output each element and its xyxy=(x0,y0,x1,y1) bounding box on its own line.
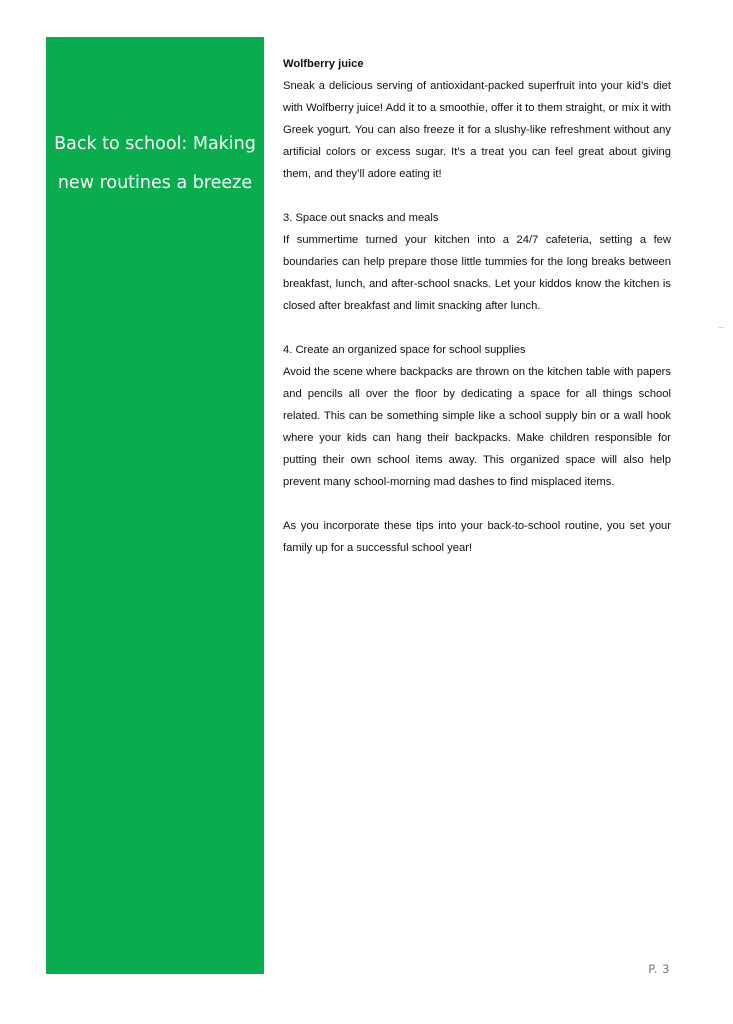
sidebar-panel xyxy=(46,37,264,974)
section-paragraph-snacks: If summertime turned your kitchen into a 24/7 cafeteria, setting a few boundaries can help prepare those little tummies for the long breaks between breakfast, lunch, and after-school snacks. Let your kiddos know the kitchen is closed after breakfast and limit snacking after lunch. xyxy=(283,234,671,312)
page-title xyxy=(46,125,264,203)
page-title-line-1: Back to school: Making xyxy=(54,134,256,154)
section-paragraph-supplies: Avoid the scene where backpacks are thrown on the kitchen table with papers and pencils all over the floor by dedicating a space for all things school related. This can be something simple like a school supply bin or a wall hook where your kids can hang their backpacks. Make children responsible for putting their own school items away. This organized space will also help prevent many school-morning mad dashes to find misplaced items. xyxy=(283,366,671,488)
page-title-line-2: new routines a breeze xyxy=(57,173,253,193)
section-heading-snacks: 3. Space out snacks and meals xyxy=(283,212,439,224)
margin-mark xyxy=(718,327,724,328)
paragraph-spacer xyxy=(283,317,671,339)
paragraph-spacer xyxy=(283,185,671,207)
paragraph-spacer xyxy=(283,493,671,515)
section-paragraph-wolfberry: Sneak a delicious serving of antioxidant-packed superfruit into your kid’s diet with Wolfberry juice! Add it to a smoothie, offer it to them straight, or mix it with Greek yogurt. You can also freeze it for a slushy-like refreshment without any artificial colors or excess sugar. It’s a treat you can feel great about giving them, and they’ll adore eating it! xyxy=(283,80,671,180)
section-heading-wolfberry: Wolfberry juice xyxy=(283,58,364,70)
page-number: P. 3 xyxy=(648,962,670,976)
section-heading-supplies: 4. Create an organized space for school supplies xyxy=(283,344,526,356)
closing-paragraph: As you incorporate these tips into your back-to-school routine, you set your family up for a successful school year! xyxy=(283,520,671,554)
article-body xyxy=(283,53,671,559)
